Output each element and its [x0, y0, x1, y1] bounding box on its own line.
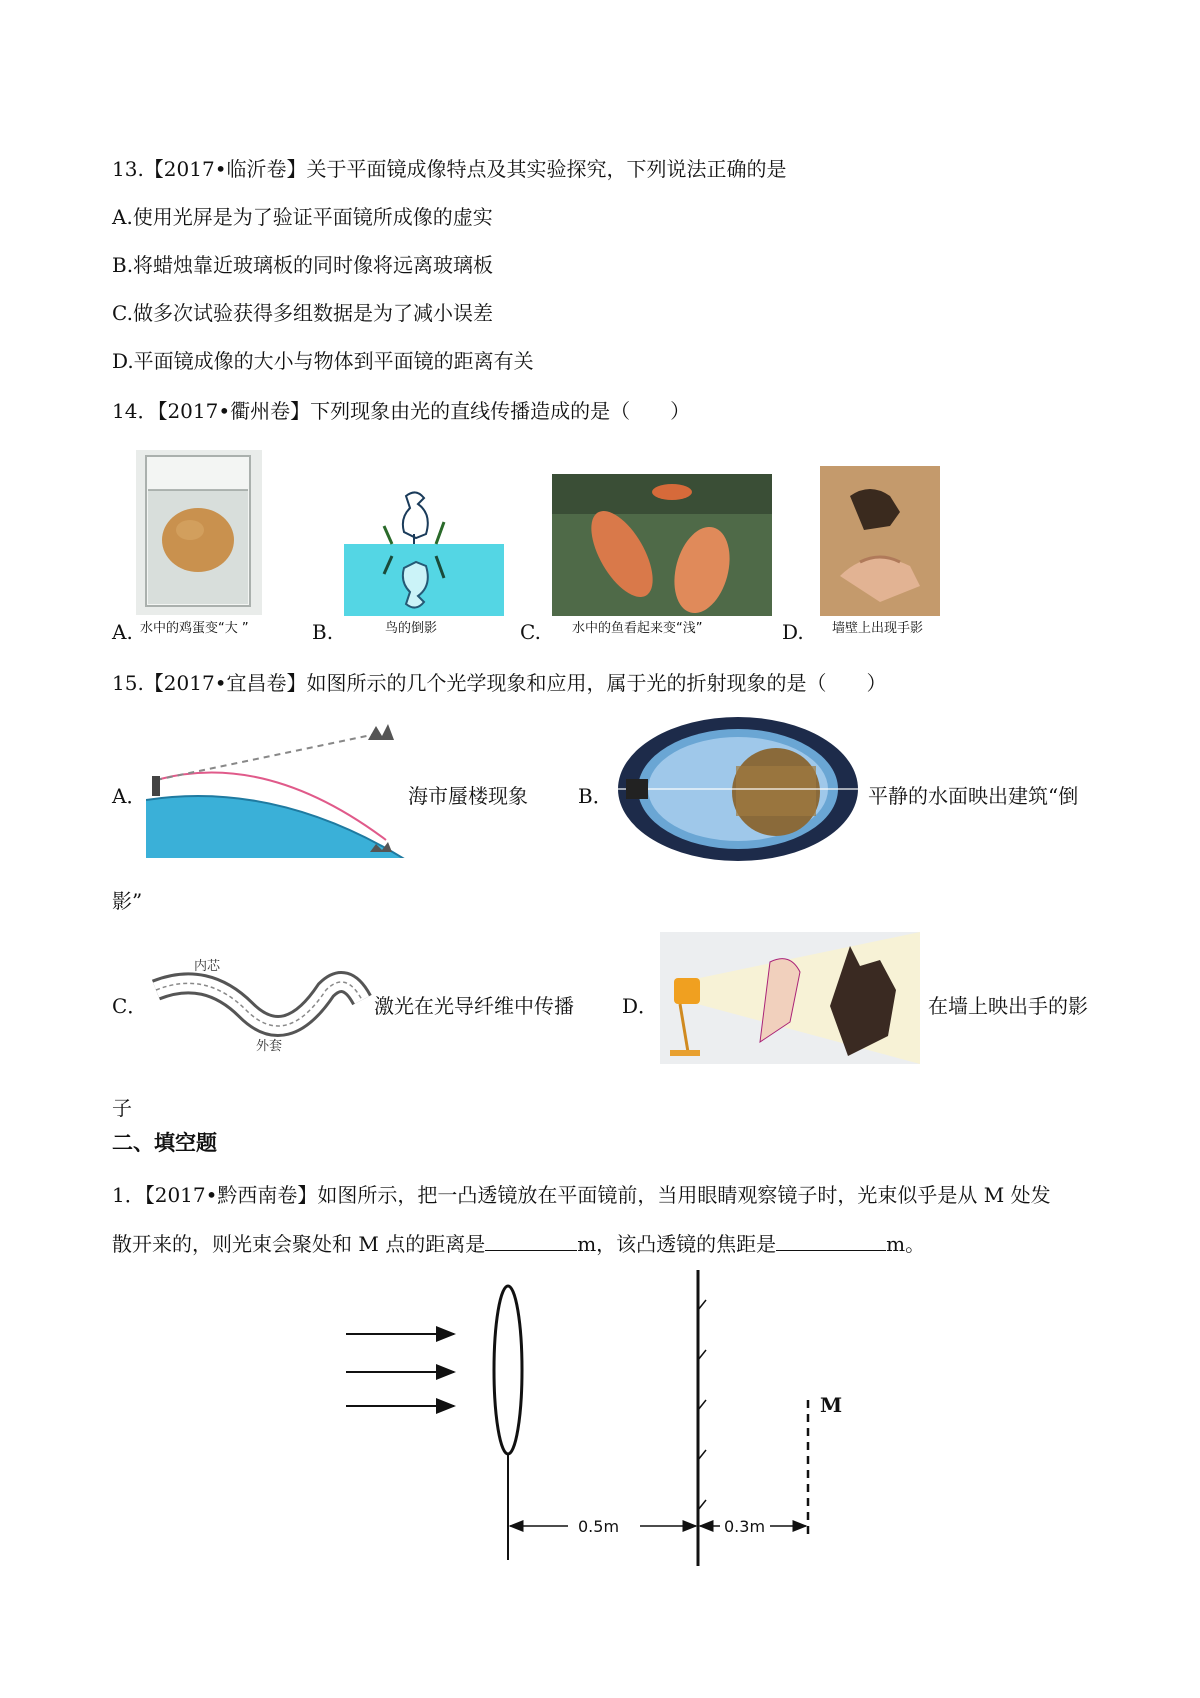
distance-mirror-m-label: 0.3m — [724, 1517, 766, 1536]
q15-a-letter: A． — [112, 784, 147, 808]
mirage-image — [146, 720, 406, 858]
fill1-blank-2[interactable] — [776, 1230, 886, 1251]
q14-b-letter: B. — [312, 620, 334, 644]
fill1-stem-line1: 1．【2017•黔西南卷】如图所示，把一凸透镜放在平面镜前，当用眼睛观察镜子时，光束似乎是从 M 处发 — [112, 1183, 1051, 1207]
fill1-text-a: 散开来的，则光束会聚处和 M 点的距离是 — [112, 1232, 486, 1256]
q13-option-a: A.使用光屏是为了验证平面镜所成像的虚实 — [112, 205, 493, 229]
egg-in-water-image — [136, 450, 262, 615]
fiber-cladding-label: 外套 — [256, 1039, 283, 1054]
q14-a-letter: A. — [112, 620, 133, 644]
q13-option-c: C.做多次试验获得多组数据是为了减小误差 — [112, 301, 493, 325]
q15-b-text: 平静的水面映出建筑“倒 — [868, 784, 1079, 808]
q15-c-text: 激光在光导纤维中传播 — [374, 994, 574, 1018]
q14-a-caption: 水中的鸡蛋变“大 ” — [140, 621, 249, 636]
q14-c-letter: C. — [520, 620, 541, 644]
q15-stem: 15.【2017•宜昌卷】如图所示的几个光学现象和应用，属于光的折射现象的是（ ） — [112, 671, 887, 695]
point-m-label: M — [820, 1393, 843, 1417]
q14-d-letter: D. — [782, 620, 804, 644]
q14-b-caption: 鸟的倒影 — [385, 621, 438, 636]
hand-shadow-image — [820, 466, 940, 616]
bird-reflection-image — [344, 486, 504, 616]
q15-b-letter: B． — [578, 784, 613, 808]
fill1-text-b: m，该凸透镜的焦距是 — [577, 1232, 777, 1256]
q13-stem: 13.【2017•临沂卷】关于平面镜成像特点及其实验探究，下列说法正确的是 — [112, 157, 787, 181]
q13-option-b: B.将蜡烛靠近玻璃板的同时像将远离玻璃板 — [112, 253, 494, 277]
q14-c-caption: 水中的鱼看起来变“浅” — [572, 621, 703, 636]
q13-option-d: D.平面镜成像的大小与物体到平面镜的距离有关 — [112, 349, 534, 373]
q15-d-text: 在墙上映出手的影 — [928, 994, 1088, 1018]
optical-fiber-image — [146, 950, 372, 1058]
section-heading-fill-blank: 二、填空题 — [112, 1131, 217, 1155]
lens-mirror-diagram — [340, 1270, 880, 1570]
distance-lens-mirror-label: 0.5m — [578, 1517, 620, 1536]
q15-d-letter: D． — [622, 994, 659, 1018]
fill1-text-c: m。 — [886, 1232, 926, 1256]
fish-in-water-image — [552, 474, 772, 616]
fill1-blank-1[interactable] — [485, 1230, 577, 1251]
q15-b-text-wrap: 影” — [112, 889, 143, 913]
fiber-core-label: 内芯 — [194, 959, 221, 974]
q14-d-caption: 墙壁上出现手影 — [832, 621, 924, 636]
lamp-hand-shadow-image — [660, 932, 920, 1064]
q15-a-text: 海市蜃楼现象 — [408, 784, 528, 808]
fill1-stem-line2 — [112, 1230, 925, 1257]
q14-stem: 14．【2017•衢州卷】下列现象由光的直线传播造成的是（ ） — [112, 399, 691, 423]
water-reflection-image — [616, 716, 860, 862]
q15-d-text-wrap: 子 — [112, 1096, 132, 1120]
q15-c-letter: C． — [112, 994, 148, 1018]
